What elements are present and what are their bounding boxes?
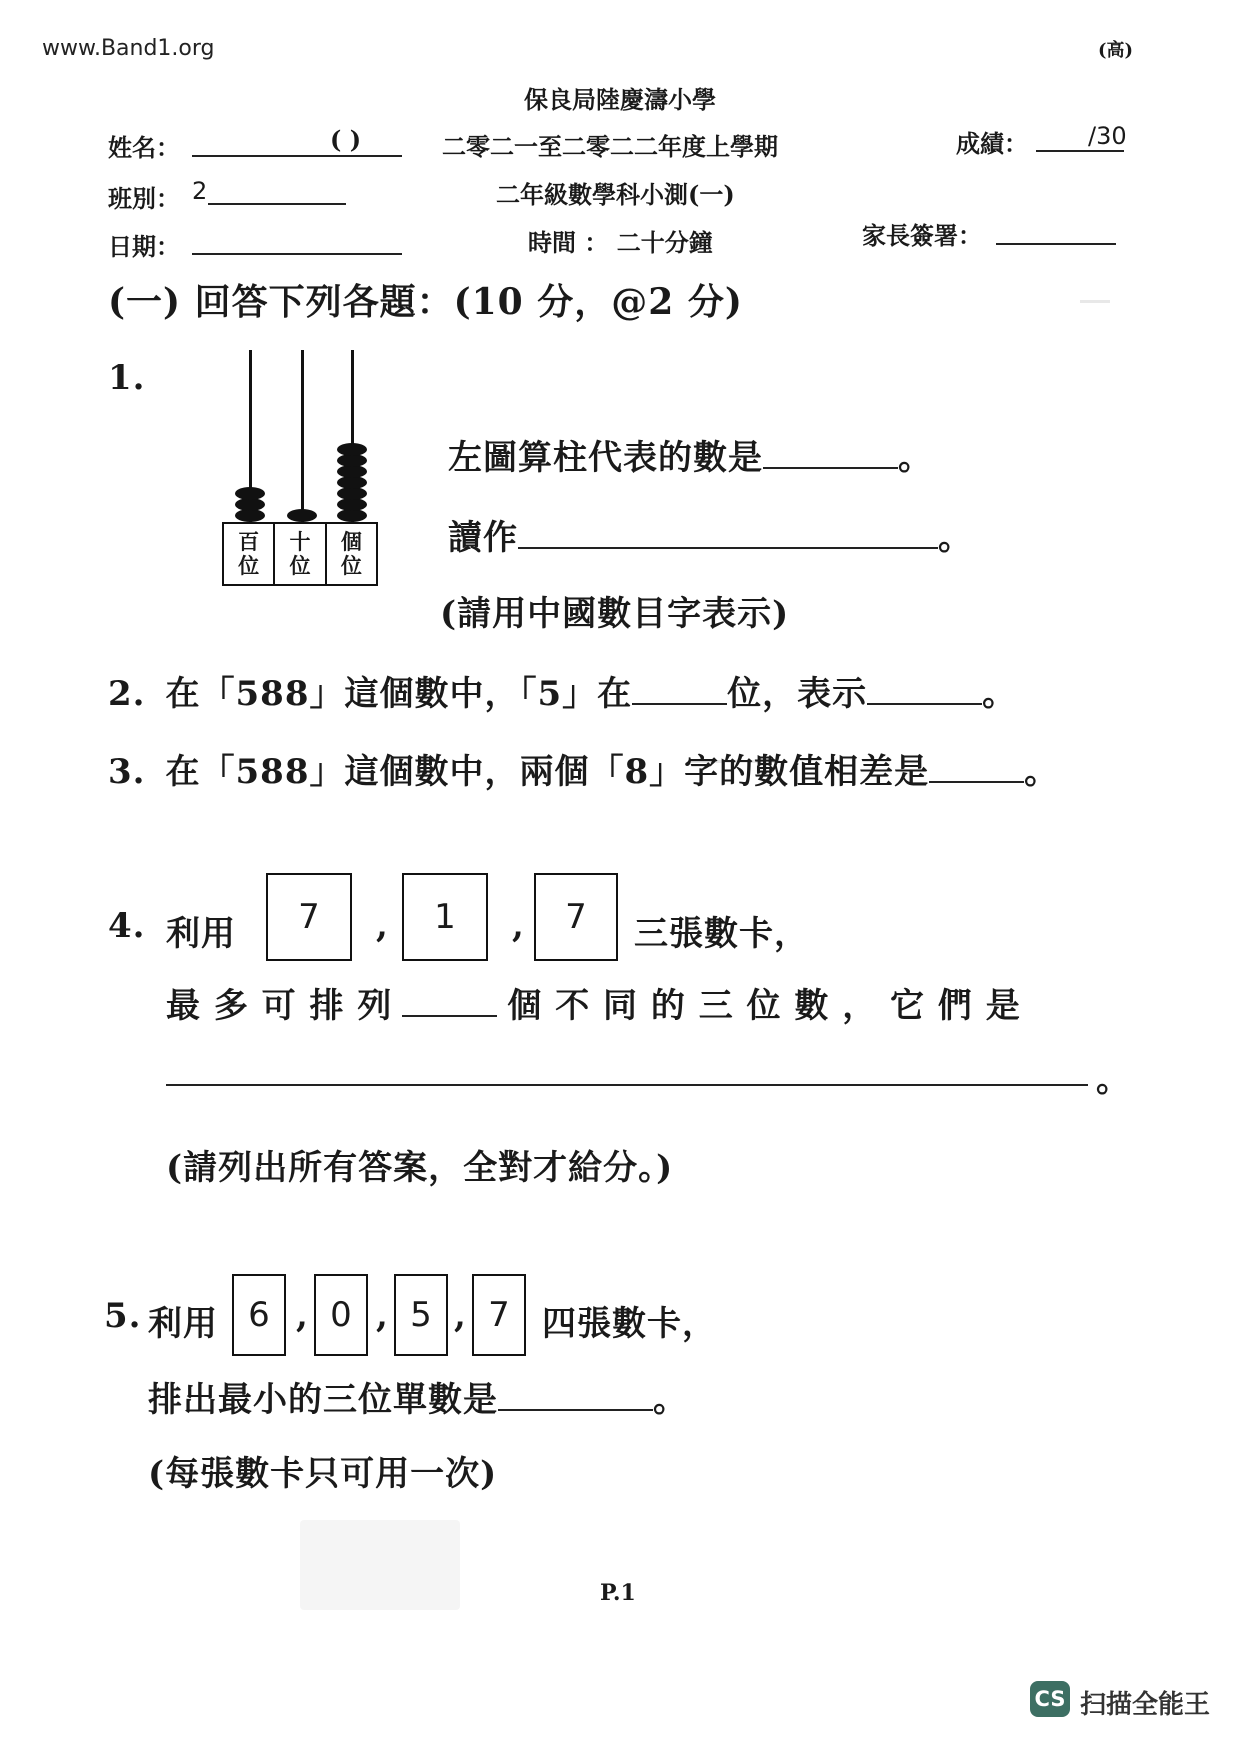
page-mark: (高) bbox=[1098, 40, 1134, 61]
abacus-bead bbox=[337, 443, 367, 456]
date-label: 日期： bbox=[108, 232, 180, 261]
class-value: 2 bbox=[192, 177, 208, 205]
q4-card-2: 1 bbox=[402, 873, 488, 961]
q4-card-1: 7 bbox=[266, 873, 352, 961]
q1-note: (請用中國數目字表示) bbox=[440, 594, 790, 634]
q4-comma-2: , bbox=[512, 906, 525, 946]
score-label: 成績： bbox=[956, 129, 1028, 158]
school-name: 保良局陸慶濤小學 bbox=[524, 85, 716, 114]
q2-line: 2. 在「588」這個數中，「5」在 位，表示 。 bbox=[108, 674, 1018, 714]
school-term: 二零二一至二零二二年度上學期 bbox=[442, 132, 778, 161]
q1-answer-blank[interactable] bbox=[763, 437, 898, 469]
class-number-parens: ( ) bbox=[330, 125, 362, 154]
q5-answer-blank[interactable] bbox=[498, 1379, 653, 1411]
q5-card-2: 0 bbox=[314, 1274, 368, 1356]
q5-comma-1: , bbox=[296, 1296, 309, 1336]
abacus-bead bbox=[287, 509, 317, 522]
scanner-logo: CS bbox=[1030, 1681, 1070, 1717]
section-title: (一) 回答下列各題：(10 分，@2 分) bbox=[108, 281, 743, 323]
q4-numbers-blank[interactable] bbox=[166, 1084, 1088, 1086]
abacus-label-ones: 個 位 bbox=[340, 528, 362, 578]
watermark-url: www.Band1.org bbox=[42, 36, 215, 61]
q1-number: 1. bbox=[108, 358, 146, 398]
abacus-bead bbox=[235, 487, 265, 500]
q3-line: 3. 在「588」這個數中，兩個「8」字的數值相差是 。 bbox=[108, 752, 1060, 792]
q3-answer-blank[interactable] bbox=[929, 751, 1024, 783]
name-label: 姓名： bbox=[108, 133, 180, 162]
q4-suffix: 三張數卡， bbox=[634, 914, 809, 954]
parent-signature-blank bbox=[996, 243, 1116, 245]
q4-card-3: 7 bbox=[534, 873, 618, 961]
date-blank bbox=[192, 253, 402, 255]
q1-line-b: 讀作 。 bbox=[448, 518, 973, 558]
q5-card-4: 7 bbox=[472, 1274, 526, 1356]
q5-card-1: 6 bbox=[232, 1274, 286, 1356]
q4-stop: 。 bbox=[1096, 1060, 1131, 1100]
q5-comma-3: , bbox=[454, 1296, 467, 1336]
abacus-base bbox=[222, 522, 378, 586]
score-total: /30 bbox=[1088, 122, 1127, 150]
q1-reading-blank[interactable] bbox=[518, 517, 938, 549]
q2-value-blank[interactable] bbox=[867, 673, 982, 705]
q5-number: 5. bbox=[104, 1296, 142, 1336]
q5-use: 利用 bbox=[148, 1304, 218, 1344]
q5-card-3: 5 bbox=[394, 1274, 448, 1356]
abacus-rod-tens bbox=[301, 350, 304, 525]
q5-note: (每張數卡只可用一次) bbox=[148, 1454, 498, 1494]
q4-comma-1: , bbox=[376, 906, 389, 946]
class-blank bbox=[208, 203, 346, 205]
q4-number: 4. bbox=[108, 906, 146, 946]
q1-line-a: 左圖算柱代表的數是 。 bbox=[448, 438, 933, 478]
q5-comma-2: , bbox=[376, 1296, 389, 1336]
q4-count-blank[interactable] bbox=[402, 985, 497, 1017]
q4-use: 利用 bbox=[166, 914, 236, 954]
name-blank bbox=[192, 155, 402, 157]
abacus-label-tens: 十 位 bbox=[275, 524, 326, 584]
test-time: 時間 ： 二十分鐘 bbox=[528, 228, 713, 257]
class-label: 班別： bbox=[108, 184, 180, 213]
abacus bbox=[222, 350, 378, 586]
page-number: P.1 bbox=[600, 1580, 636, 1606]
test-name: 二年級數學科小測(一) bbox=[496, 180, 735, 209]
parent-signature-label: 家長簽署： bbox=[862, 221, 982, 250]
abacus-label-hundreds: 百 位 bbox=[224, 524, 275, 584]
q4-note: (請列出所有答案，全對才給分。) bbox=[166, 1148, 674, 1188]
q5-suffix: 四張數卡， bbox=[542, 1304, 717, 1344]
q2-place-blank[interactable] bbox=[632, 673, 727, 705]
q5-line-2: 排出最小的三位單數是 。 bbox=[148, 1380, 688, 1420]
score-blank bbox=[1036, 150, 1124, 152]
q4-line-2: 最 多 可 排 列 個 不 同 的 三 位 數 ， 它 們 是 bbox=[166, 986, 1021, 1026]
scanner-name: 扫描全能王 bbox=[1080, 1690, 1211, 1720]
